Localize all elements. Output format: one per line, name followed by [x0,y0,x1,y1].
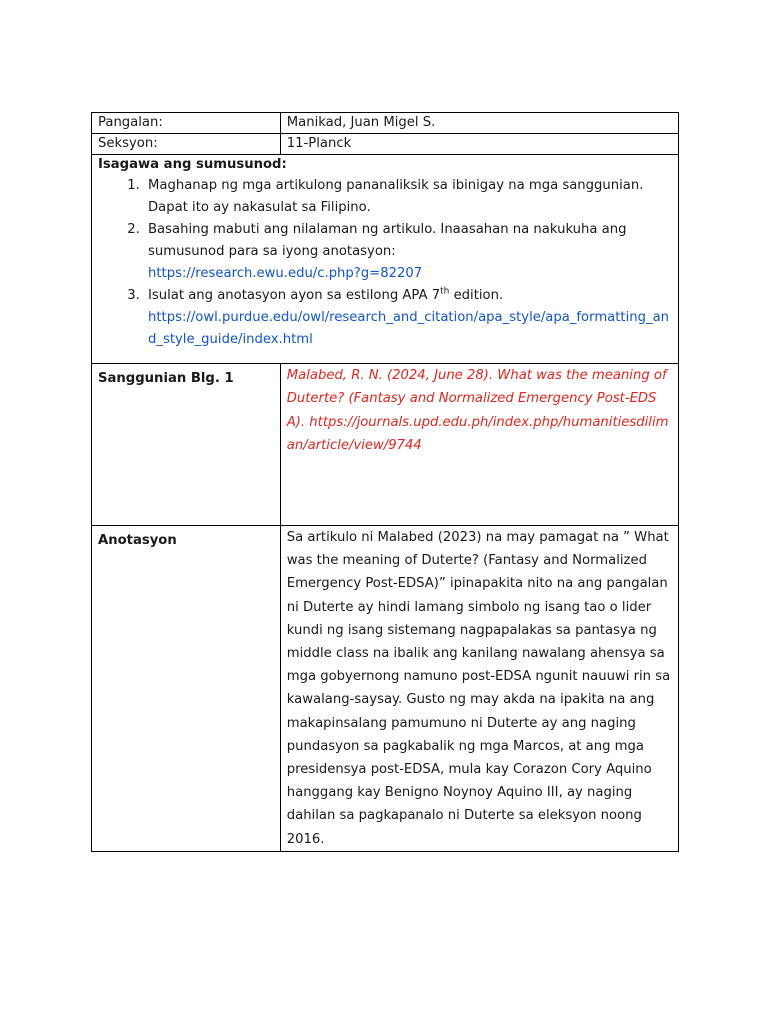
instruction-step-1 [144,175,672,219]
step-2-text: Basahing mabuti ang nilalaman ng artikulo. Inaasahan na nakukuha ang sumusunod para sa iyong anotasyon: [148,222,627,259]
name-label: Pangalan: [92,113,281,134]
apa-guide-link[interactable]: https://owl.purdue.edu/owl/research_and_citation/apa_style/apa_formatting_and_style_guide/index.html [148,310,670,347]
source-row [92,364,679,526]
instructions-list [98,175,672,351]
assignment-table [91,112,679,852]
annotation-row [92,526,679,852]
source-citation: Malabed, R. N. (2024, June 28). What was the meaning of Duterte? (Fantasy and Normalized Emergency Post-EDSA). https://journals.upd.edu.ph/index.php/humanitiesdiliman/article/view/9744 [280,364,678,526]
instructions-cell [92,155,679,364]
section-value: 11-Planck [280,134,678,155]
source-label: Sanggunian Blg. 1 [92,364,281,526]
step-3-superscript: th [440,286,450,297]
instructions-heading: Isagawa ang sumusunod: [98,157,287,172]
research-guide-link[interactable]: https://research.ewu.edu/c.php?g=82207 [148,266,423,281]
instruction-step-2 [144,219,672,285]
annotation-text: Sa artikulo ni Malabed (2023) na may pamagat na ” What was the meaning of Duterte? (Fantasy and Normalized Emergency Post-EDSA)” ipinapakita nito na ang pangalan ni Duterte ay hindi lamang simbolo ng isang tao o lider kundi ng isang sistemang nagpapalakas sa pantasya ng middle class na ibalik ang kanilang nawalang ahensya sa mga gobyernong namuno post-EDSA ngunit nauuwi rin sa kawalang-saysay. Gusto ng may akda na ipakita na ang makapinsalang pamumuno ni Duterte ay ang naging pundasyon sa pagkabalik ng mga Marcos, at ang mga presidensya post-EDSA, mula kay Corazon Cory Aquino hanggang kay Benigno Noynoy Aquino III, ay naging dahilan sa pagkapanalo ni Duterte sa eleksyon noong 2016. [280,526,678,852]
instruction-step-3 [144,285,672,351]
section-label: Seksyon: [92,134,281,155]
name-value: Manikad, Juan Migel S. [280,113,678,134]
annotation-label: Anotasyon [92,526,281,852]
section-row [92,134,679,155]
step-1-text: Maghanap ng mga artikulong pananaliksik sa ibinigay na mga sanggunian. Dapat ito ay nakasulat sa Filipino. [148,178,644,215]
name-row [92,113,679,134]
instructions-row [92,155,679,364]
step-3-text-end: edition. [449,288,504,303]
step-3-text: Isulat ang anotasyon ayon sa estilong APA 7 [148,288,441,303]
